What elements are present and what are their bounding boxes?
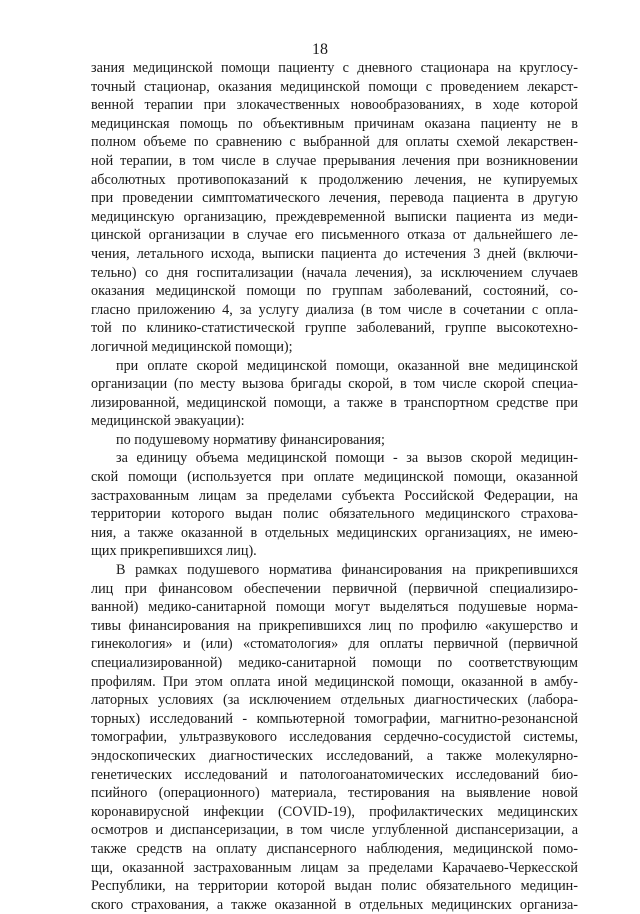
text-line: специализированной) медико-санитарной помощи по соответствующим xyxy=(91,655,578,671)
text-line: щих прикрепившихся лиц). xyxy=(91,543,257,560)
text-line: медицинскую организацию, преждевременной выписки пациента из меди- xyxy=(91,208,578,225)
page-number: 18 xyxy=(312,41,328,58)
text-line: организации (по месту вызова бригады скорой, в том числе скорой специа- xyxy=(91,376,578,393)
text-line: точный стационар, оказания медицинской помощи с проведением лекарст- xyxy=(91,78,578,95)
text-line: также средств на оплату диспансерного наблюдения, медицинской помо- xyxy=(91,840,578,857)
text-line: ского страхования, а также оказанной в отдельных медицинских организа- xyxy=(91,896,578,913)
text-line: оказания медицинской помощи по группам заболеваний, состояний, со- xyxy=(91,283,578,300)
text-line: медицинская помощь по объективным причинам оказана пациенту не в xyxy=(91,115,578,132)
text-line: латорных условиях (за исключением отдельных диагностических (лабора- xyxy=(91,692,578,709)
text-line: Республики, на территории которой выдан полис обязательного медицин- xyxy=(91,878,578,895)
text-line: щи, оказанной застрахованным лицам за пределами Карачаево-Черкесской xyxy=(91,859,578,876)
text-line: при оплате скорой медицинской помощи, оказанной вне медицинской xyxy=(116,357,578,374)
text-line: чения, летального исхода, выписки пациента до истечения 3 дней (включи- xyxy=(91,245,578,262)
text-line: при проведении симптоматического лечения, перевода пациента в другую xyxy=(91,190,578,207)
text-line: застрахованным лицам за пределами субъекта Российской Федерации, на xyxy=(91,487,578,504)
text-line: полном объеме по сравнению с выбранной для оплаты схемой лекарствен- xyxy=(91,134,578,151)
text-line: цинской организации в случае его письменного отказа от дальнейшего ле- xyxy=(91,227,578,244)
text-line: по подушевому нормативу финансирования; xyxy=(116,431,385,448)
text-line: псийного (операционного) материала, тестирования на выявление новой xyxy=(91,785,578,802)
text-line: томографии, ультразвукового исследования сердечно-сосудистой системы, xyxy=(91,729,578,746)
text-line: территории которого выдан полис обязательного медицинского страхова- xyxy=(91,506,578,523)
text-line: той по клинико-статистической группе заболеваний, группе высокотехно- xyxy=(91,320,578,337)
text-line: ния, а также оказанной в отдельных медицинских организациях, не имею- xyxy=(91,524,578,541)
text-line: ской помощи (используется при оплате медицинской помощи, оказанной xyxy=(91,469,578,486)
text-line: медицинской эвакуации): xyxy=(91,413,245,430)
text-line: осмотров и диспансеризации, в том числе углубленной диспансеризации, а xyxy=(91,822,578,839)
text-line: коронавирусной инфекции (COVID-19), профилактических медицинских xyxy=(91,803,578,820)
text-line: ной терапии, в том числе в случае прерывания лечения при возникновении xyxy=(91,152,578,169)
text-line: за единицу объема медицинской помощи - за вызов скорой медицин- xyxy=(116,450,578,467)
body-text xyxy=(91,59,578,914)
text-line: логичной медицинской помощи); xyxy=(91,338,293,355)
text-line: ванной) медико-санитарной помощи могут выделяться подушевые норма- xyxy=(91,599,578,616)
text-line: генетических исследований и патологоанатомических исследований био- xyxy=(91,766,578,783)
text-line: зания медицинской помощи пациенту с дневного стационара на круглосу- xyxy=(91,60,578,76)
text-line: лиц при финансовом обеспечении первичной (первичной специализиро- xyxy=(91,580,578,597)
text-line: профилям. При этом оплата иной медицинской помощи, оказанной в амбу- xyxy=(91,673,578,690)
text-line: тивы финансирования на прикрепившихся лиц по профилю «акушерство и xyxy=(91,617,578,634)
text-line: гинекология» и (или) «стоматология» для оплаты первичной (первичной xyxy=(91,636,578,653)
text-line: торных) исследований - компьютерной томографии, магнитно-резонансной xyxy=(91,710,578,727)
text-line: абсолютных противопоказаний к продолжению лечения, не купируемых xyxy=(91,171,578,188)
text-line: В рамках подушевого норматива финансирования на прикрепившихся xyxy=(116,562,578,579)
text-line: гласно приложению 4, за услугу диализа (в том числе в сочетании с опла- xyxy=(91,301,578,318)
text-line: эндоскопических диагностических исследований, а также молекулярно- xyxy=(91,747,578,764)
text-line: тельно) со дня госпитализации (начала лечения), за исключением случаев xyxy=(91,264,578,281)
text-line: венной терапии при злокачественных новообразованиях, в ходе которой xyxy=(91,97,578,114)
text-line: лизированной, медицинской помощи, а также в транспортном средстве при xyxy=(91,394,578,411)
